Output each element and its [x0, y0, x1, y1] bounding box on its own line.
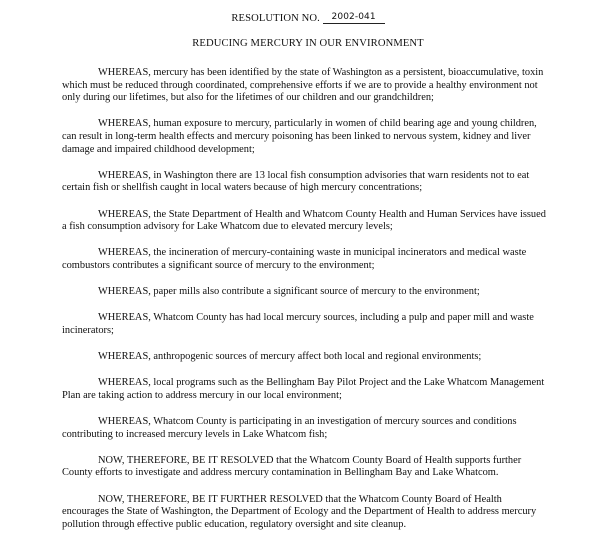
clause-whereas-investigation: WHEREAS, Whatcom County is participating in an investigation of mercury sources and conditions contributing to increased mercury levels in Lake Whatcom fish; [62, 416, 517, 440]
clause-whereas-anthropogenic: WHEREAS, anthropogenic sources of mercury affect both local and regional environments; [98, 351, 482, 363]
resolution-number-value: 2002-041 [323, 12, 385, 24]
clause-whereas-local-programs: WHEREAS, local programs such as the Bellingham Bay Pilot Project and the Lake Whatcom Management Plan are taking action to address mercury in our local environment; [62, 377, 545, 401]
clause-further-resolved-state: NOW, THEREFORE, BE IT FURTHER RESOLVED that the Whatcom County Board of Health encourages the State of Washington, the Department of Ecology and the Department of Health to address mercury pollution through effective public education, regulatory oversight and site cleanup. [62, 493, 537, 530]
resolution-title: REDUCING MERCURY IN OUR ENVIRONMENT [192, 38, 424, 49]
clause-whereas-incineration: WHEREAS, the incineration of mercury-containing waste in municipal incinerators and medical waste combustors contributes a significant source of mercury to the environment; [62, 247, 527, 271]
clause-whereas-local-sources: WHEREAS, Whatcom County has had local mercury sources, including a pulp and paper mill and waste incinerators; [62, 312, 534, 336]
clause-resolved-county-efforts: NOW, THEREFORE, BE IT RESOLVED that the Whatcom County Board of Health supports further County efforts to investigate and address mercury contamination in Bellingham Bay and Lake Whatcom. [62, 454, 522, 479]
clause-whereas-fish-advisories: WHEREAS, in Washington there are 13 local fish consumption advisories that warn residents not to eat certain fish or shellfish caught in local waters because of high mercury concentrations; [62, 169, 530, 194]
resolution-number-line [66, 12, 550, 26]
clause-whereas-human-exposure: WHEREAS, human exposure to mercury, particularly in women of child bearing age and young children, can result in long-term health effects and mercury poisoning has been linked to nervous system, kidney and liver damage and impaired childhood development; [62, 118, 537, 155]
clause-list [62, 67, 550, 531]
resolution-number-label: RESOLUTION NO. [231, 13, 320, 24]
clause-whereas-mercury-toxin: WHEREAS, mercury has been identified by the state of Washington as a persistent, bioaccumulative, toxin which must be reduced through coordinated, comprehensive efforts if we are to provide a healthy environment not only during our lifetimes, but also for the lifetimes of our children and our grandchildren; [62, 67, 544, 104]
clause-whereas-lake-whatcom-advisory: WHEREAS, the State Department of Health and Whatcom County Health and Human Services have issued a fish consumption advisory for Lake Whatcom due to elevated mercury levels; [62, 208, 546, 233]
clause-whereas-paper-mills: WHEREAS, paper mills also contribute a significant source of mercury to the environment; [98, 286, 480, 298]
